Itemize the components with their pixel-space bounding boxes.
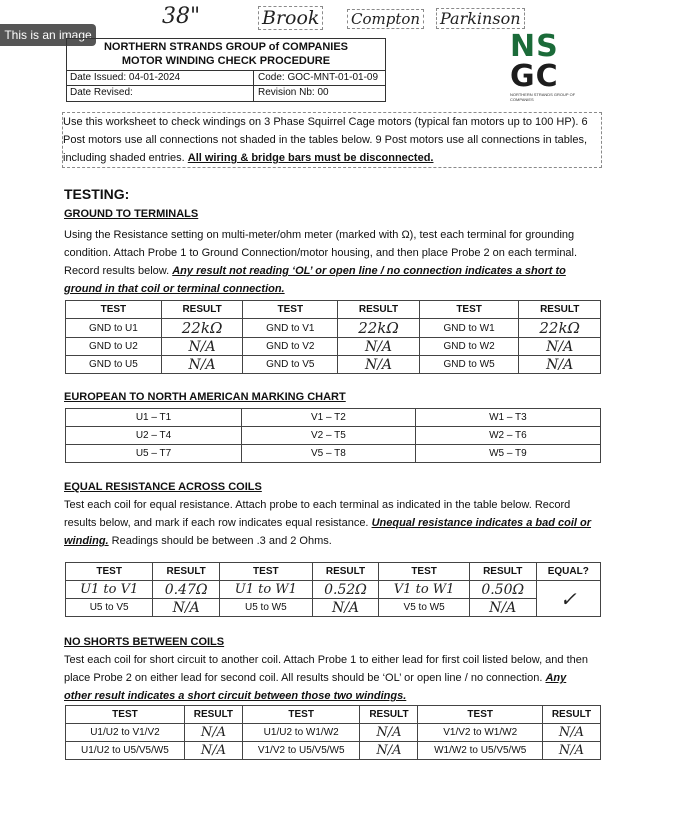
handwritten-name-2: Compton	[347, 9, 424, 29]
shorts-emphasis: Any other result indicates a short circuit between those two windings.	[64, 672, 567, 702]
table-row	[66, 338, 601, 356]
doc-header	[66, 38, 386, 102]
nsgc-logo	[510, 29, 578, 102]
intro-emphasis: All wiring & bridge bars must be disconnected.	[187, 152, 434, 164]
test-cell: GND to V5	[243, 356, 338, 374]
test-cell: V5 to W5	[379, 599, 470, 617]
ground-text: Using the Resistance setting on multi-meter/ohm meter (marked with Ω), test each terminal for grounding condition. Attach Probe 1 to Ground Connection/motor housing, and then place Probe 2 on each terminal. Record results below.	[64, 229, 578, 277]
test-cell: V1/V2 to U5/V5/W5	[242, 742, 360, 760]
marking-cell: V5 – T8	[242, 445, 416, 463]
result-cell[interactable]: 0.47Ω	[153, 581, 220, 599]
test-cell: V1 to W1	[379, 581, 470, 599]
procedure-title: MOTOR WINDING CHECK PROCEDURE	[121, 55, 331, 67]
col-result: RESULT	[338, 301, 420, 319]
result-cell[interactable]: N/A	[519, 356, 601, 374]
marking-cell: W1 – T3	[415, 409, 600, 427]
doc-code: Code: GOC-MNT-01-01-09	[258, 72, 379, 83]
handwritten-size: 38"	[162, 4, 201, 29]
test-cell: GND to W2	[419, 338, 519, 356]
result-cell[interactable]: 0.50Ω	[469, 581, 536, 599]
test-cell: U1/U2 to V1/V2	[66, 724, 185, 742]
test-cell: GND to U1	[66, 319, 162, 338]
test-cell: V1/V2 to W1/W2	[418, 724, 542, 742]
test-cell: GND to U2	[66, 338, 162, 356]
marking-cell: V1 – T2	[242, 409, 416, 427]
equal-heading: EQUAL RESISTANCE ACROSS COILS	[64, 481, 262, 493]
col-test: TEST	[66, 706, 185, 724]
handwritten-name-1: Brook	[258, 6, 323, 30]
col-test: TEST	[379, 563, 470, 581]
col-result: RESULT	[519, 301, 601, 319]
result-cell[interactable]: N/A	[312, 599, 379, 617]
result-cell[interactable]: N/A	[338, 356, 420, 374]
shorts-text: Test each coil for short circuit to another coil. Attach Probe 1 to either lead for first coil listed below, and then place Probe 2 on either lead for second coil. All results should be ‘OL’ or open line / no connection.	[64, 654, 588, 684]
marking-cell: U5 – T7	[66, 445, 242, 463]
col-result: RESULT	[184, 706, 242, 724]
equal-text: Test each coil for equal resistance. Attach probe to each terminal as indicated in the table below. Record results below, and mark if each row indicates equal resistance.	[64, 499, 571, 529]
table-row	[66, 356, 601, 374]
testing-heading: TESTING:	[64, 186, 130, 202]
handwritten-name-3: Parkinson	[436, 8, 525, 29]
result-cell[interactable]: 22kΩ	[519, 319, 601, 338]
image-badge: This is an image	[0, 24, 96, 46]
table-row	[66, 445, 601, 463]
ground-paragraph	[64, 226, 602, 298]
shorts-table	[65, 705, 601, 760]
table-header	[66, 301, 601, 319]
test-cell: U5 to W5	[220, 599, 313, 617]
test-cell: U1 to W1	[220, 581, 313, 599]
marking-cell: U1 – T1	[66, 409, 242, 427]
table-header	[66, 563, 601, 581]
table-row	[66, 427, 601, 445]
test-cell: U5 to V5	[66, 599, 153, 617]
test-cell: U1/U2 to U5/V5/W5	[66, 742, 185, 760]
result-cell[interactable]: N/A	[153, 599, 220, 617]
col-result: RESULT	[542, 706, 600, 724]
logo-line-2: GC	[510, 59, 559, 94]
table-row	[66, 742, 601, 760]
logo-tagline: NORTHERN STRANDS GROUP OF COMPANIES	[510, 92, 576, 102]
test-cell: U1 to V1	[66, 581, 153, 599]
test-cell: GND to V1	[243, 319, 338, 338]
col-result: RESULT	[153, 563, 220, 581]
col-result: RESULT	[469, 563, 536, 581]
result-cell[interactable]: N/A	[469, 599, 536, 617]
col-result: RESULT	[360, 706, 418, 724]
equal-table	[65, 562, 601, 617]
shorts-paragraph	[64, 651, 594, 705]
col-test: TEST	[66, 301, 162, 319]
ground-emphasis: Any result not reading ‘OL’ or open line / no connection indicates a short to ground in that coil or terminal connection.	[64, 265, 566, 295]
result-cell[interactable]: N/A	[161, 356, 243, 374]
col-test: TEST	[418, 706, 542, 724]
col-test: TEST	[66, 563, 153, 581]
revision-number: Revision Nb: 00	[258, 87, 329, 98]
equal-emphasis: Unequal resistance indicates a bad coil or winding.	[64, 517, 592, 547]
table-row	[66, 409, 601, 427]
logo-line-1: NS	[510, 29, 559, 64]
test-cell: U1/U2 to W1/W2	[242, 724, 360, 742]
col-test: TEST	[243, 301, 338, 319]
table-row	[66, 724, 601, 742]
result-cell[interactable]: N/A	[542, 724, 600, 742]
col-result: RESULT	[161, 301, 243, 319]
shorts-heading: NO SHORTS BETWEEN COILS	[64, 636, 225, 648]
equal-check[interactable]: ✓	[536, 581, 600, 617]
col-result: RESULT	[312, 563, 379, 581]
equal-tail: Readings should be between .3 and 2 Ohms.	[111, 535, 332, 547]
intro-paragraph	[62, 112, 602, 168]
result-cell[interactable]: 0.52Ω	[312, 581, 379, 599]
result-cell[interactable]: N/A	[184, 724, 242, 742]
col-equal: EQUAL?	[536, 563, 600, 581]
test-cell: GND to W5	[419, 356, 519, 374]
test-cell: GND to W1	[419, 319, 519, 338]
result-cell[interactable]: N/A	[184, 742, 242, 760]
ground-heading: GROUND TO TERMINALS	[64, 208, 199, 220]
intro-text: Use this worksheet to check windings on 3 Phase Squirrel Cage motors (typical fan motors up to 100 HP). 6 Post motors use all connections not shaded in the tables below. 9 Post motors use all connections in tables, including shaded entries.	[63, 116, 588, 164]
table-row	[66, 581, 601, 599]
col-test: TEST	[220, 563, 313, 581]
equal-paragraph	[64, 496, 592, 550]
company-title: NORTHERN STRANDS GROUP of COMPANIES	[103, 41, 349, 53]
table-row	[66, 599, 601, 617]
result-cell[interactable]: 22kΩ	[338, 319, 420, 338]
ground-table	[65, 300, 601, 374]
result-cell[interactable]: N/A	[360, 742, 418, 760]
result-cell[interactable]: N/A	[519, 338, 601, 356]
result-cell[interactable]: 22kΩ	[161, 319, 243, 338]
col-test: TEST	[242, 706, 360, 724]
marking-cell: W2 – T6	[415, 427, 600, 445]
table-header	[66, 706, 601, 724]
marking-cell: W5 – T9	[415, 445, 600, 463]
test-cell: W1/W2 to U5/V5/W5	[418, 742, 542, 760]
col-test: TEST	[419, 301, 519, 319]
result-cell[interactable]: N/A	[360, 724, 418, 742]
result-cell[interactable]: N/A	[542, 742, 600, 760]
marking-heading: EUROPEAN TO NORTH AMERICAN MARKING CHART	[64, 391, 346, 403]
date-issued: Date Issued: 04-01-2024	[70, 72, 181, 83]
marking-chart	[65, 408, 601, 463]
result-cell[interactable]: N/A	[338, 338, 420, 356]
test-cell: GND to V2	[243, 338, 338, 356]
table-row	[66, 319, 601, 338]
test-cell: GND to U5	[66, 356, 162, 374]
date-revised: Date Revised:	[70, 87, 133, 98]
marking-cell: V2 – T5	[242, 427, 416, 445]
result-cell[interactable]: N/A	[161, 338, 243, 356]
marking-cell: U2 – T4	[66, 427, 242, 445]
